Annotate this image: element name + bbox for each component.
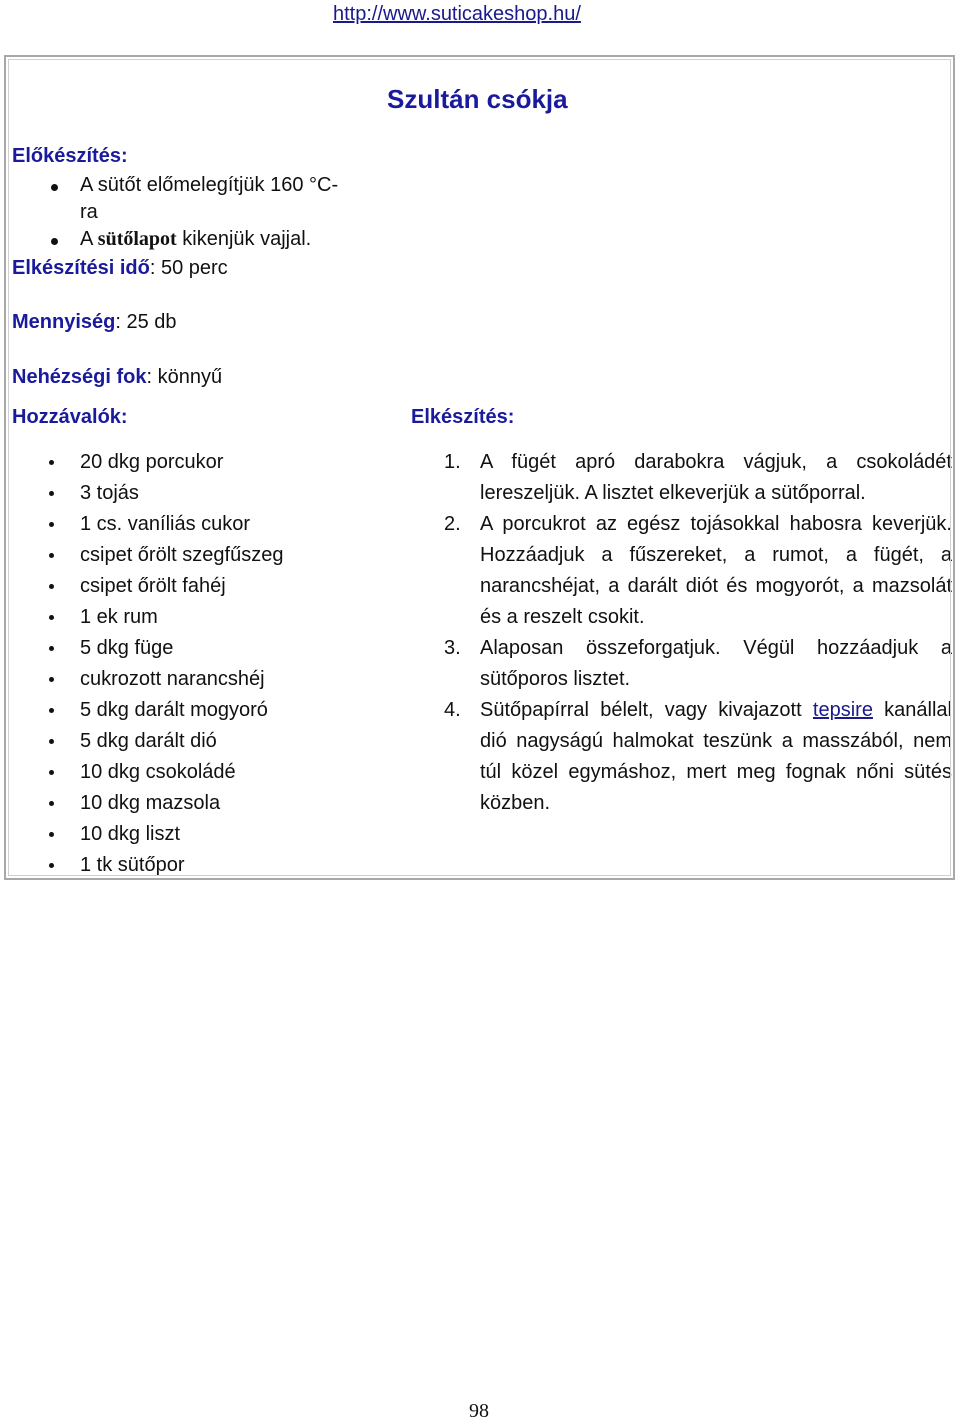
list-item [12, 172, 338, 226]
step-item [444, 695, 952, 819]
bullet-icon [49, 491, 54, 496]
bullet-icon [49, 739, 54, 744]
bullet-icon [49, 677, 54, 682]
ingredient-text: 5 dkg füge [80, 637, 174, 659]
quantity-value: 25 db [126, 311, 177, 333]
bullet-icon [49, 584, 54, 589]
ingredient-text: csipet őrölt fahéj [80, 575, 226, 597]
ingredient-text: 10 dkg csokoládé [80, 761, 236, 783]
bullet-icon [49, 646, 54, 651]
quantity-label: Mennyiség [12, 311, 116, 333]
bullet-icon [49, 801, 54, 806]
ingredient-text: 5 dkg darált dió [80, 730, 217, 752]
time-label: Elkészítési idő [12, 257, 150, 279]
page-number: 98 [469, 1400, 489, 1422]
quantity-sep: : [115, 311, 127, 333]
ingredient-text: cukrozott narancshéj [80, 668, 265, 690]
list-item [12, 509, 283, 540]
bullet-icon [49, 863, 54, 868]
ingredient-text: 20 dkg porcukor [80, 451, 224, 473]
difficulty-value: könnyű [157, 366, 223, 388]
step-text: A porcukrot az egész tojásokkal habosra keverjük. Hozzáadjuk a fűszereket, a rumot, a fügét, a narancshéjat, a darált diót és mogyorót, a mazsolát és a reszelt csokit. [480, 513, 952, 628]
list-item [12, 447, 283, 478]
step-item [444, 633, 952, 695]
list-item [12, 633, 283, 664]
list-item [12, 478, 283, 509]
recipe-title: Szultán csókja [387, 84, 568, 114]
bullet-icon [51, 238, 58, 245]
bullet-icon [49, 615, 54, 620]
recipe-box [4, 55, 955, 880]
step-number: 4. [444, 699, 461, 721]
prep-item-line: A sütőt előmelegítjük 160 °C- [80, 174, 339, 196]
list-item [12, 726, 283, 757]
prep-item-line: ra [80, 201, 98, 223]
prep-item-text: kikenjük vajjal. [176, 228, 312, 250]
ingredient-text: 10 dkg liszt [80, 823, 181, 845]
method-heading: Elkészítés: [411, 406, 515, 428]
ingredient-text: 1 ek rum [80, 606, 158, 628]
bullet-icon [49, 553, 54, 558]
step-text: Sütőpapírral bélelt, vagy kivajazott [480, 699, 813, 721]
ingredient-text: 10 dkg mazsola [80, 792, 221, 814]
bullet-icon [49, 770, 54, 775]
list-item [12, 695, 283, 726]
list-item [12, 788, 283, 819]
step-number: 2. [444, 513, 461, 535]
site-url-link[interactable]: http://www.suticakeshop.hu/ [333, 3, 581, 25]
difficulty-row [12, 364, 222, 391]
step-text: A fügét apró darabokra vágjuk, a csokoládét lereszeljük. A lisztet elkeverjük a sütőporral. [480, 451, 952, 504]
list-item [12, 757, 283, 788]
difficulty-label: Nehézségi fok [12, 366, 147, 388]
ingredient-text: 3 tojás [80, 482, 139, 504]
list-item [12, 226, 338, 253]
prep-heading: Előkészítés: [12, 145, 128, 167]
prep-item-bold: sütőlapot [97, 228, 177, 250]
ingredient-text: 1 cs. vaníliás cukor [80, 513, 251, 535]
step-item [444, 447, 952, 509]
step-text: kanállal dió nagyságú halmokat teszünk a masszából, nem túl közel egymáshoz, mert meg fognak nőni sütés közben. [480, 699, 952, 814]
ingredient-text: csipet őrölt szegfűszeg [80, 544, 284, 566]
list-item [12, 540, 283, 571]
list-item [12, 850, 283, 881]
ingredient-text: 1 tk sütőpor [80, 854, 185, 876]
time-value: 50 perc [160, 257, 228, 279]
difficulty-sep: : [146, 366, 158, 388]
list-item [12, 571, 283, 602]
ingredients-heading: Hozzávalók: [12, 406, 128, 428]
bullet-icon [49, 460, 54, 465]
step-text: Alaposan összeforgatjuk. Végül hozzáadjuk a sütőporos lisztet. [480, 637, 952, 690]
ingredient-text: 5 dkg darált mogyoró [80, 699, 268, 721]
tepsire-link[interactable]: tepsire [812, 699, 873, 721]
ingredients-list [12, 447, 283, 881]
step-item [444, 509, 952, 633]
step-number: 3. [444, 637, 461, 659]
bullet-icon [49, 522, 54, 527]
time-sep: : [149, 257, 161, 279]
bullet-icon [51, 184, 58, 191]
time-row [12, 255, 228, 282]
method-steps [444, 447, 952, 819]
prep-list [12, 172, 338, 253]
step-number: 1. [444, 451, 461, 473]
list-item [12, 602, 283, 633]
bullet-icon [49, 832, 54, 837]
list-item [12, 664, 283, 695]
quantity-row [12, 309, 177, 336]
list-item [12, 819, 283, 850]
prep-item-text: A [80, 228, 98, 250]
bullet-icon [49, 708, 54, 713]
